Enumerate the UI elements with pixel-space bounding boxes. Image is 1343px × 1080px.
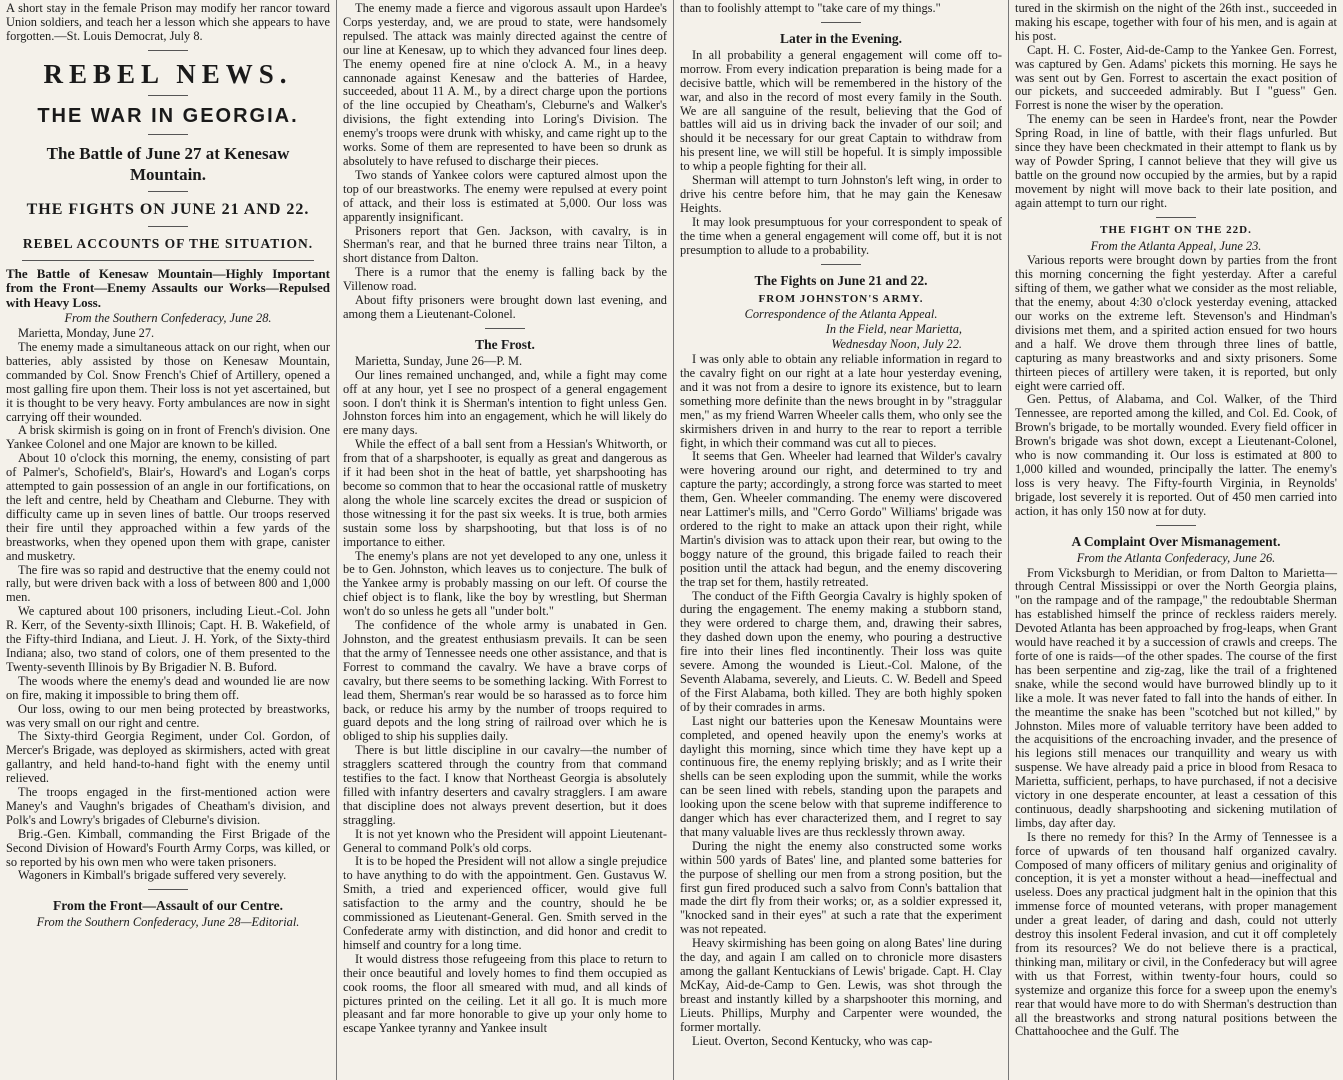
article-paragraph: I was only able to obtain any reliable information in regard to the cavalry fight on our right at a late hour yesterday evening, and it was not from a desire to ignore its existence, but to learn something more definite than the news brought in by "straggular men," as my friend Warren Wheeler calls them, who only see the skirmishers driven in and hurry to the rear to report a terrible fight, in which their command was cut all to pieces.: [680, 352, 1002, 450]
article-paragraph: Brig.-Gen. Kimball, commanding the First Brigade of the Second Division of Howard's Fourth Army Corps, was killed, or so reported by his own men who were taken prisoners.: [6, 826, 330, 869]
subheading-army: FROM JOHNSTON'S ARMY.: [758, 292, 924, 305]
headline-rebel-news: REBEL NEWS.: [43, 58, 293, 89]
section-heading-kenesaw: The Battle of Kenesaw Mountain—Highly Important from the Front—Enemy Assaults our Works—Repulsed with Heavy Loss.: [6, 265, 330, 310]
section-heading-frost: The Frost.: [475, 336, 535, 352]
article-paragraph: Our loss, owing to our men being protected by breastworks, was very small on our right and centre.: [6, 701, 330, 730]
article-paragraph: Heavy skirmishing has been going on along Bates' line during the day, and again I am called on to chronicle more disasters among the gallant Kentuckians of Lewis' brigade. Capt. H. Clay McKay, Aid-de-Camp to Gen. Lewis, was shot through the breast and instantly killed by a sharpshooter this morning, and Lieuts. Phillips, Murphy and Carpenter were wounded, the former mortally.: [680, 936, 1002, 1034]
article-paragraph: tured in the skirmish on the night of the 26th inst., succeeded in making his escape, together with four of his men, and is again at his post.: [1015, 1, 1337, 43]
divider: [821, 22, 861, 23]
headline-war-in-georgia: THE WAR IN GEORGIA.: [37, 104, 299, 127]
article-paragraph: The Sixty-third Georgia Regiment, under Col. Gordon, of Mercer's Brigade, was deployed as skirmishers, acted with great gallantry, and held hand-to-hand fight with the enemy until relieved.: [6, 729, 330, 786]
article-paragraph: The enemy can be seen in Hardee's front, near the Powder Spring Road, in line of battle, with their flags unfurled. But since they have been checkmated in their attempt to flank us by way of Powder Spring, I cannot believe that they will give us battle on the ground now occupied by the armies, but by a rapid movement by night will move back to their late position, and again attempt to turn our right.: [1015, 112, 1337, 210]
article-paragraph: Various reports were brought down by parties from the front this morning concerning the fight yesterday. After a careful sifting of them, we gather what we consider as the most reliable, that the enemy, about 4:30 o'clock yesterday evening, attacked our works on the extreme left. Stevenson's and Hindman's divisions met them, and a spirited action ensued for two hours and a half. We drove them through three lines of battle, capturing as many breastworks and and sixty prisoners. Some thirteen pieces of artillery were taken, it is reported, but only eight were carried off.: [1015, 253, 1337, 393]
article-paragraph: Last night our batteries upon the Kenesaw Mountains were completed, and opened heavily upon the enemy's works at daylight this morning, since which time they have kept up a continuous fire, the enemy replying briskly; and as I write their shells can be seen exploding upon the summit, while the works can be seen lined with rebels, standing upon the parapets and looking upon the scene below with that supreme indifference to danger which has ever characterized them, and I regret to say that many valuable lives are thus recklessly thrown away.: [680, 713, 1002, 839]
article-paragraph: It is to be hoped the President will not allow a single prejudice to have anything to do with the appointment. Gen. Gustavus W. Smith, a tried and experienced officer, would give full satisfaction to the army and the country, should he be commissioned as Lieutenant-General. Gen. Smith served in the Confederate army with distinction, and did honor and credit to himself and country for a long time.: [343, 854, 667, 952]
article-paragraph: It is not yet known who the President will appoint Lieutenant-General to command Polk's old corps.: [343, 826, 667, 855]
article-paragraph: The confidence of the whole army is unabated in Gen. Johnston, and the greatest enthusiasm prevails. It can be seen that the army of Tennessee needs one other assistance, and that is Forrest to command the cavalry. We have a brave corps of cavalry, but there seems to be something lacking. With Forrest to lead them, Sherman's rear would be so harassed as to force him back, or reduce his army by the number of troops required to guard depots and the long string of railroad over which he is obliged to ship his supplies daily.: [343, 618, 667, 744]
article-paragraph: There is but little discipline in our cavalry—the number of stragglers scattered through the country from that command testifies to the fact. I know that Northeast Georgia is absolutely filled with infantry deserters and cavalry stragglers. I am aware that discipline does not always prevent desertion, but it does straggling.: [343, 743, 667, 827]
article-paragraph: Capt. H. C. Foster, Aid-de-Camp to the Yankee Gen. Forrest, was captured by Gen. Adams' pickets this morning. He says he was sent out by Gen. Forrest to ascertain the exact position of our pickets, and succeeded admirably. But I "guess" Gen. Forrest is none the wiser by the operation.: [1015, 42, 1337, 113]
article-paragraph: Gen. Pettus, of Alabama, and Col. Walker, of the Third Tennessee, are reported among the killed, and Col. Ed. Cook, of Brown's brigade, to be mortally wounded. Every field officer in Brown's brigade was shot down, except a Lieutenant-Colonel, who is now commanding it. Our loss is estimated at 800 to 1,000 killed and wounded, principally the latter. The enemy's loss is very heavy. The Fifty-fourth Virginia, in Reynolds' brigade, lost severely it is reported. Out of 450 men carried into action, it has only 150 now at for duty.: [1015, 392, 1337, 518]
article-paragraph: The woods where the enemy's dead and wounded lie are now on fire, making it impossible to bring them off.: [6, 673, 330, 702]
source-line: From the Atlanta Confederacy, June 26.: [1076, 550, 1276, 565]
article-paragraph: The fire was so rapid and destructive that the enemy could not rally, but were driven back with a loss of between 800 and 1,000 men.: [6, 562, 330, 605]
column-4: [1008, 0, 1343, 1080]
article-paragraph: There is a rumor that the enemy is falling back by the Villenow road.: [343, 265, 667, 294]
section-heading-fight-22d: THE FIGHT ON THE 22D.: [1100, 223, 1252, 236]
divider: [22, 260, 314, 261]
article-paragraph: The enemy's plans are not yet developed to any one, unless it be to Gen. Johnston, which leaves us to conjecture. The bulk of the Yankee army is probably massing on our left. Of course the chief object is to flank, like the boy by wrestling, but Sherman won't do so unless he gets all "under bolt.": [343, 548, 667, 619]
divider: [148, 889, 188, 890]
article-paragraph: The enemy made a fierce and vigorous assault upon Hardee's Corps yesterday, and, we are proud to state, were handsomely repulsed. The attack was mainly directed against the centre of our line at Kenesaw, up to which they advanced four lines deep. The enemy opened fire at nine o'clock A. M., in a heavy cannonade against Kenesaw and the batteries of Hardee, succeeded, about 11 A. M., by a direct charge upon the portions of the line occupied by Cheatham's, Cleburne's and Walker's divisions, the fight extending into Loring's Division. The enemy's troops were drunk with whisky, and came right up to the works. Some of them are represented to have been so drunk as absolutely to have refused to discharge their pieces.: [343, 1, 667, 168]
source-line: From the Southern Confederacy, June 28.: [64, 311, 272, 326]
source-line: From the Southern Confederacy, June 28—Editorial.: [36, 915, 300, 930]
section-heading-complaint: A Complaint Over Mismanagement.: [1071, 533, 1281, 549]
article-paragraph: Our lines remained unchanged, and, while a fight may come off at any hour, yet I see no prospect of a general engagement soon. I don't think it is Sherman's intention to fight unless Gen. Johnston forces him into an engagement, which he will likely do ere many days.: [343, 367, 667, 438]
article-paragraph: From Vicksburgh to Meridian, or from Dalton to Marietta—through Central Mississippi or over the North Georgia plains, "on the rampage and of the rampage," the redoubtable Sherman has established himself the prince of reckless raiders merely. Devoted Atlanta has been approached by frog-leaps, when Grant would have reached it by a succession of crawls and creeps. The forte of one is raids—of the other spades. The course of the first has been serpentine and zig-zag, like the trail of a frightened snake, while the second would have burrowed blindly up to it like a mole. It was never fated to fall into the hands of either. In the meantime the snake has been "scotched but not killed," by Johnston. Miles more of valuable territory have been added to the acquisitions of the encroaching invader, and the presence of his legions still menaces our tranquillity and weary us with suspense. We have already paid a price in blood from Resaca to Marietta, sufficient, perhaps, to have purchased, if not a decisive victory in one desperate encounter, at least a cessation of this continuous, deadly sharpshooting and sickening mutilation of limbs, day after day.: [1015, 565, 1337, 830]
article-paragraph: Wagoners in Kimball's brigade suffered very severely.: [18, 868, 287, 883]
divider: [1156, 525, 1196, 526]
headline-battle-kenesaw: The Battle of June 27 at Kenesaw Mountain.: [46, 143, 290, 184]
column-3: [673, 0, 1008, 1080]
divider: [821, 264, 861, 265]
article-paragraph: Lieut. Overton, Second Kentucky, who was cap-: [692, 1033, 933, 1048]
article-paragraph: In all probability a general engagement will come off to-morrow. From every indication preparation is being made for a decisive battle, which will be remembered in the history of the war, and also in the record of most every family in the South. We are all sanguine of the result, believing that the God of battles will aid us in driving back the invader of our soil; and should it be necessary for our great Captain to withdraw from his present line, we will still be hopeful. It is simply impossible to whip a people fighting for their all.: [680, 47, 1002, 174]
section-heading-front: From the Front—Assault of our Centre.: [53, 898, 283, 914]
article-paragraph: About 10 o'clock this morning, the enemy, consisting of part of Palmer's, Schofield's, Blair's, Howard's and Logan's corps attempted to gain possession of an angle in our fortifications, on the left and centre, held by Cheatham and Cleburne. They with difficulty came up in seven lines of battle. Our troops reserved their fire until they approached within a few yards of the breastworks, when they opened upon them with grape, canister and musketry.: [6, 451, 330, 563]
column-1: [0, 0, 336, 1080]
article-paragraph: A brisk skirmish is going on in front of French's division. One Yankee Colonel and one Major are known to be killed.: [6, 423, 330, 452]
dateline: Wednesday Noon, July 22.: [831, 337, 962, 352]
intro-paragraph: A short stay in the female Prison may modify her rancor toward Union soldiers, and teach her a lesson which she appears to have forgotten.—St. Louis Democrat, July 8.: [6, 1, 330, 43]
article-paragraph: It would distress those refugeeing from this place to return to their once beautiful and lovely homes to find them occupied as cook rooms, the floor all smeared with mud, and all kinds of pictures printed on the ceiling. Let it all go. It is much more pleasant and far more honorable to give up your only home to escape Yankee tyranny and Yankee insult: [343, 951, 667, 1036]
divider: [148, 50, 188, 51]
section-heading-later: Later in the Evening.: [779, 30, 902, 46]
article-paragraph: About fifty prisoners were brought down last evening, and among them a Lieutenant-Colonel.: [343, 293, 667, 321]
article-paragraph: Sherman will attempt to turn Johnston's left wing, in order to drive his centre before him, that he may gain the Kenesaw Heights.: [680, 173, 1002, 215]
divider: [1156, 217, 1196, 218]
divider: [148, 191, 188, 192]
article-paragraph: It may look presumptuous for your correspondent to speak of the time when a general engagement will come off, but it is not presumption to allude to a probability.: [680, 214, 1002, 257]
article-paragraph: The conduct of the Fifth Georgia Cavalry is highly spoken of during the engagement. The enemy making a stubborn stand, they were ordered to charge them, and, drawing their sabres, they dashed down upon the enemy, who pouring a destructive fire into their lines fled incontinently. Their loss was quite severe. Among the wounded is Lieut.-Col. Malone, of the Seventh Alabama, severely, and Lieuts. C. W. Bedell and Speed of the First Alabama, both killed. They are both highly spoken of by their comrades in arms.: [680, 588, 1002, 714]
article-paragraph: We captured about 100 prisoners, including Lieut.-Col. John R. Kerr, of the Seventy-sixth Illinois; Capt. H. B. Wakefield, of the Fifty-third Indiana, and Lieut. J. H. York, of the Sixty-third Indiana; also, two stand of colors, one of them presented to the Twenty-seventh Illinois by By Brigadier N. B. Buford.: [6, 604, 330, 674]
article-paragraph: The troops engaged in the first-mentioned action were Maney's and Vaughn's brigades of Cheatham's division, and Polk's and Lowry's brigades of Cleburne's division.: [6, 785, 330, 827]
dateline: Marietta, Monday, June 27.: [18, 326, 155, 341]
column-2: [336, 0, 673, 1080]
article-paragraph: Two stands of Yankee colors were captured almost upon the top of our breastworks. The enemy were repulsed at every point of attack, and their loss is estimated at 5,000. Our loss was apparently insignificant.: [343, 167, 667, 224]
article-paragraph: During the night the enemy also constructed some works within 500 yards of Bates' line, and planted some batteries for the purpose of shelling our men from a strong position, but the first gun fired produced such a salvo from Conn's battalion that made the dirt fly from their works; or, as a soldier expressed it, "knocked sand in their eyes" at such a rate that the experiment was not repeated.: [680, 838, 1002, 937]
article-paragraph: Prisoners report that Gen. Jackson, with cavalry, is in Sherman's rear, and that he burned three trains near Tilton, a short distance from Dalton.: [343, 223, 667, 266]
article-paragraph: than to foolishly attempt to "take care of my things.": [680, 1, 941, 15]
headline-fights-june: THE FIGHTS ON JUNE 21 AND 22.: [26, 200, 310, 218]
article-paragraph: While the effect of a ball sent from a Hessian's Whitworth, or from that of a sharpshooter, is equally as great and dangerous as if it had been shot in the heat of battle, yet sharpshooting has become so common that to hear the occasional rattle of musketry along the whole line scarcely excites the dread or suspicion of those witnessing it for the past six weeks. It is true, both armies sustain some loss by sharpshooting, but that loss is of no importance to either.: [343, 437, 667, 549]
source-line: Correspondence of the Atlanta Appeal.: [744, 307, 938, 322]
article-paragraph: It seems that Gen. Wheeler had learned that Wilder's cavalry were hovering around our right, and determined to try and capture the party; accordingly, a strong force was started to meet them, Gen. Wheeler commanding. The enemy were discovered near Lattimer's mills, and "Cerro Gordo" Williams' brigade was ordered to the right to make an attack upon their right, while Martin's division was to attack upon their rear, but owing to the boggy nature of the ground, this brigade failed to reach their position until the attack had begun, and the enemy discovering the trap set for them, hastily retreated.: [680, 449, 1002, 589]
section-heading-fights: The Fights on June 21 and 22.: [754, 272, 928, 288]
divider: [148, 134, 188, 135]
source-line: From the Atlanta Appeal, June 23.: [1090, 238, 1262, 253]
divider: [148, 226, 188, 227]
divider: [148, 95, 188, 96]
article-paragraph: Is there no remedy for this? In the Army of Tennessee is a force of upwards of ten thousand half organized cavalry. Composed of many officers of military genius and originality of conception, it is yet a monster without a head—ineffectual and useless. Does any practical judgment halt in the opinion that this immense force of mounted veterans, with proper management under a great leader, of daring and dash, could not utterly destroy this insolent Federal invasion, and cut it off completely from its resources? We do not believe there is a practical, thinking man, military or civil, in the Confederacy but will agree with us that Forrest, within twenty-four hours, could so systemize and organize this force for a sweep upon the enemy's rear that would have more to do with Sherman's destruction than all the breastworks and strong natural positions between the Chattahoochee and the Gulf. The: [1015, 829, 1337, 1039]
divider: [485, 328, 525, 329]
dateline: In the Field, near Marietta,: [825, 322, 962, 337]
dateline: Marietta, Sunday, June 26—P. M.: [355, 353, 523, 368]
headline-rebel-accounts: REBEL ACCOUNTS OF THE SITUATION.: [22, 235, 314, 251]
article-paragraph: The enemy made a simultaneous attack on our right, when our batteries, ably assisted by those on Kenesaw Mountain, commanded by Col. Snow French's Chief of Artillery, opened a most galling fire upon them. Their loss is not yet ascertained, but it is thought to be very heavy. Forty ambulances are now in sight carrying off their wounded.: [6, 340, 330, 424]
